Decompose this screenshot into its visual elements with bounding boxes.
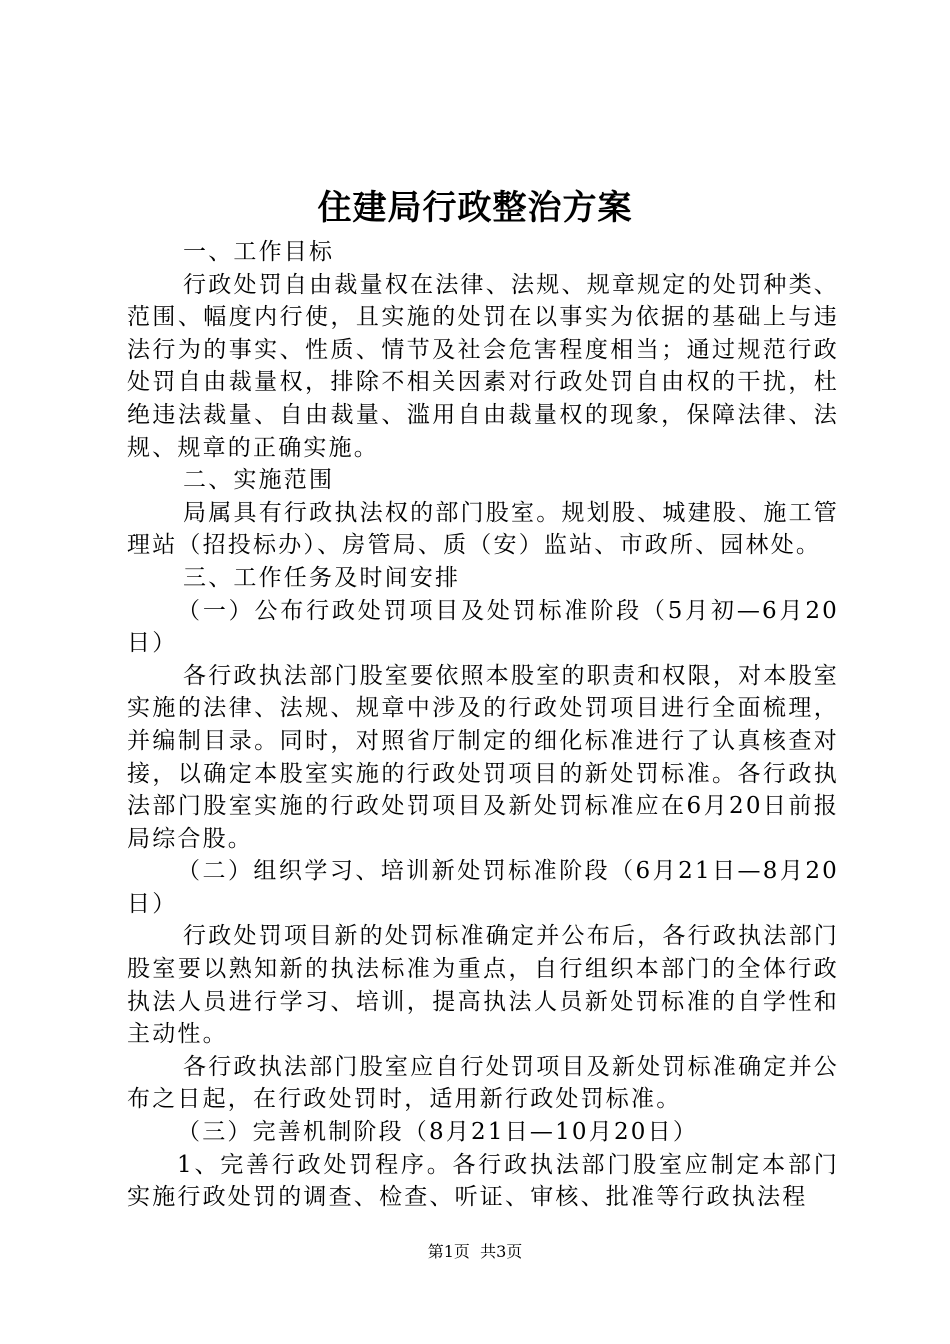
paragraph-scope: 局属具有行政执法权的部门股室。规划股、城建股、施工管理站（招投标办）、房管局、质（安）监站、市政所、园林处。 bbox=[127, 499, 839, 559]
paragraph-stage-2-b: 各行政执法部门股室应自行处罚项目及新处罚标准确定并公布之日起，在行政处罚时，适用新行政处罚标准。 bbox=[127, 1053, 839, 1113]
document-body bbox=[127, 236, 839, 1214]
section-heading-goals: 一、工作目标 bbox=[183, 239, 335, 265]
subsection-heading-stage-2: （二）组织学习、培训新处罚标准阶段（6月21日—8月20日） bbox=[127, 858, 839, 917]
page-footer bbox=[0, 1242, 950, 1262]
section-heading-scope: 二、实施范围 bbox=[183, 467, 335, 494]
paragraph-goals: 行政处罚自由裁量权在法律、法规、规章规定的处罚种类、范围、幅度内行使，且实施的处罚在以事实为依据的基础上与违法行为的事实、性质、情节及社会危害程度相当；通过规范行政处罚自由裁量权，排除不相关因素对行政处罚自由权的干扰，杜绝违法裁量、自由裁量、滥用自由裁量权的现象，保障法律、法规、规章的正确实施。 bbox=[127, 271, 839, 461]
paragraph-stage-1: 各行政执法部门股室要依照本股室的职责和权限，对本股室实施的法律、法规、规章中涉及的行政处罚项目进行全面梳理，并编制目录。同时，对照省厅制定的细化标准进行了认真核查对接，以确定本股室实施的行政处罚项目的新处罚标准。各行政执法部门股室实施的行政处罚项目及新处罚标准应在6月20日前报局综合股。 bbox=[127, 662, 839, 852]
page-number-label: 第1页 共3页 bbox=[427, 1242, 523, 1261]
paragraph-stage-2-a: 行政处罚项目新的处罚标准确定并公布后，各行政执法部门股室要以熟知新的执法标准为重点，自行组织本部门的全体行政执法人员进行学习、培训，提高执法人员新处罚标准的自学性和主动性。 bbox=[127, 923, 839, 1048]
subsection-heading-stage-3: （三）完善机制阶段（8月21日—10月20日） bbox=[177, 1119, 699, 1146]
subsection-heading-stage-1: （一）公布行政处罚项目及处罚标准阶段（5月初—6月20日） bbox=[127, 597, 839, 657]
paragraph-stage-3-item-1: 1、完善行政处罚程序。各行政执法部门股室应制定本部门实施行政处罚的调查、检查、听证、审核、批准等行政执法程 bbox=[127, 1151, 839, 1211]
document-title: 住建局行政整治方案 bbox=[317, 188, 633, 228]
section-heading-tasks: 三、工作任务及时间安排 bbox=[183, 564, 461, 591]
